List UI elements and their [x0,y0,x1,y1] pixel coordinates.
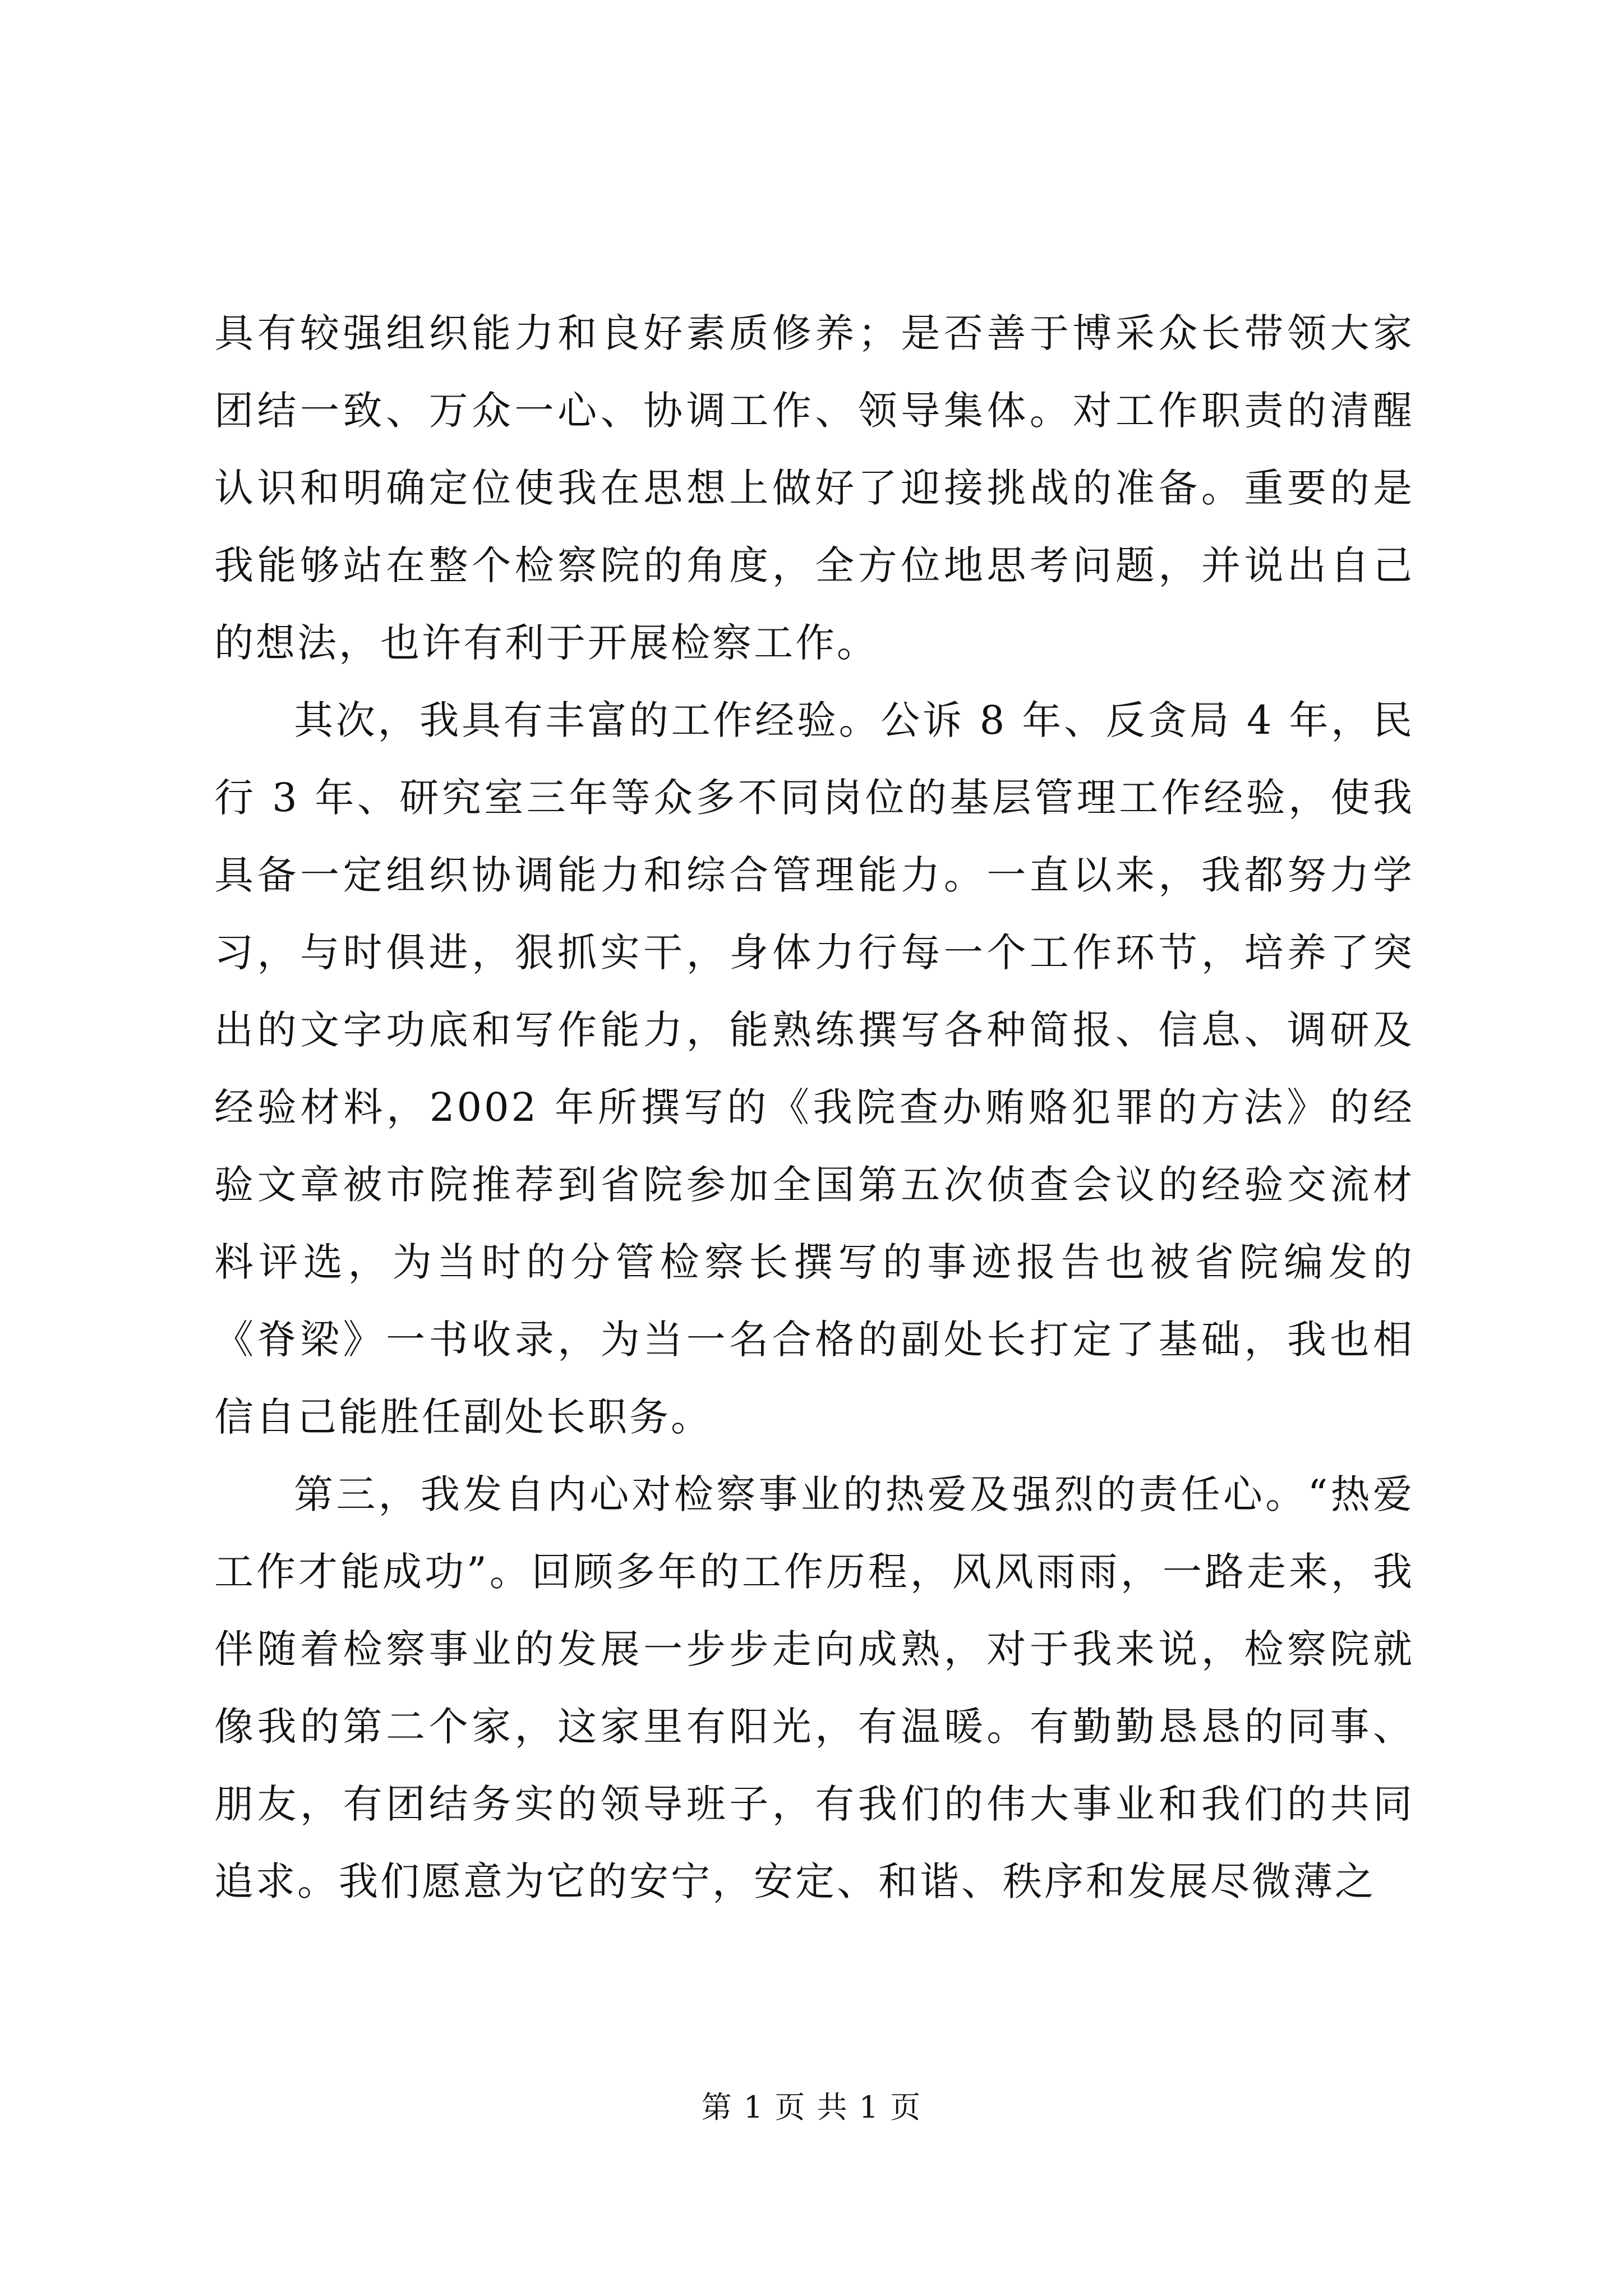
paragraph-1: 具有较强组织能力和良好素质修养；是否善于博采众长带领大家团结一致、万众一心、协调工作、领导集体。对工作职责的清醒认识和明确定位使我在思想上做好了迎接挑战的准备。重要的是我能够站在整个检察院的角度，全方位地思考问题，并说出自己的想法，也许有利于开展检察工作。 [214,310,1414,666]
paragraph-3: 第三，我发自内心对检察事业的热爱及强烈的责任心。“热爱工作才能成功”。回顾多年的工作历程，风风雨雨，一路走来，我伴随着检察事业的发展一步步走向成熟，对于我来说，检察院就像我的第二个家，这家里有阳光，有温暖。有勤勤恳恳的同事、朋友，有团结务实的领导班子，有我们的伟大事业和我们的共同追求。我们愿意为它的安宁，安定、和谐、秩序和发展尽微薄之 [214,1471,1414,1904]
paragraph-2: 其次，我具有丰富的工作经验。公诉 8 年、反贪局 4 年，民行 3 年、研究室三年等众多不同岗位的基层管理工作经验，使我具备一定组织协调能力和综合管理能力。一直以来，我都努力学习，与时俱进，狠抓实干，身体力行每一个工作环节，培养了突出的文字功底和写作能力，能熟练撰写各种简报、信息、调研及经验材料，2002 年所撰写的《我院查办贿赂犯罪的方法》的经验文章被市院推荐到省院参加全国第五次侦查会议的经验交流材料评选，为当时的分管检察长撰写的事迹报告也被省院编发的《脊梁》一书收录，为当一名合格的副处长打定了基础，我也相信自己能胜任副处长职务。 [214,697,1414,1440]
document-body [214,295,1414,1920]
page-footer: 第 1 页 共 1 页 [701,2090,922,2125]
